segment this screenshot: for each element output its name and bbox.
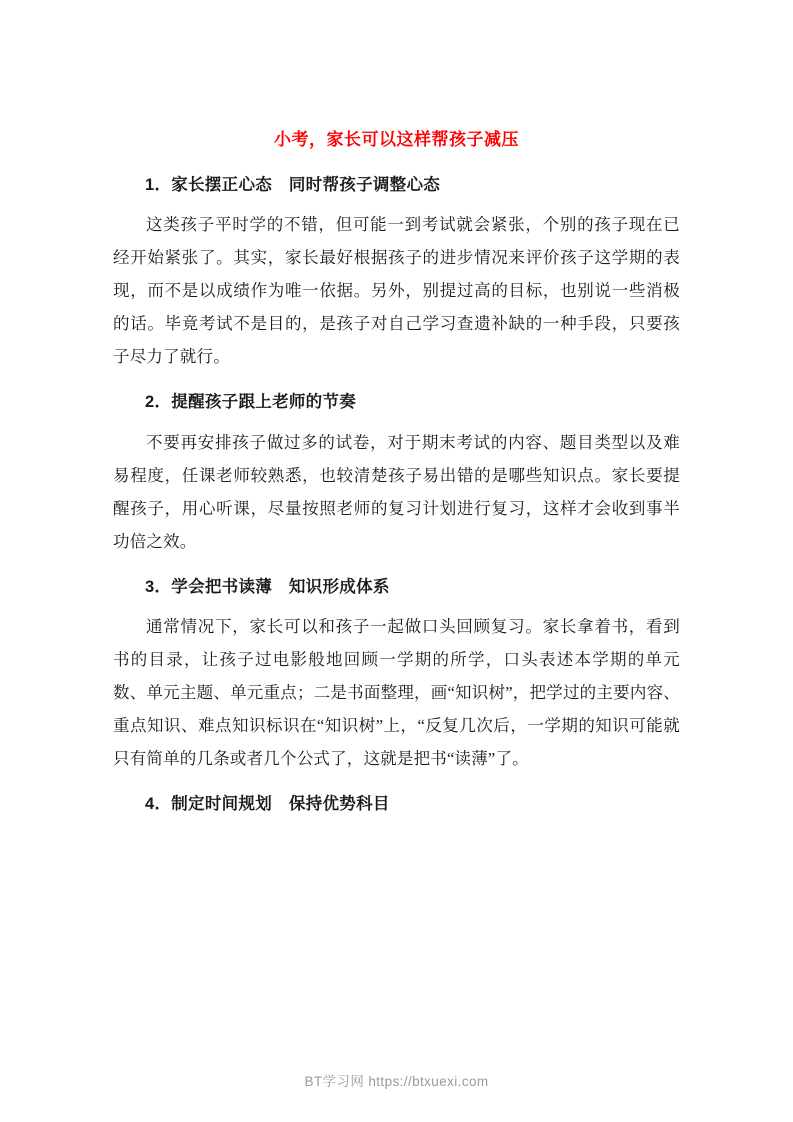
document-body xyxy=(113,128,680,827)
section-paragraph-2-1: 不要再安排孩子做过多的试卷，对于期末考试的内容、题目类型以及难易程度，任课老师较熟悉，也较清楚孩子易出错的是哪些知识点。家长要提醒孩子，用心听课，尽量按照老师的复习计划进行复习，这样才会收到事半功倍之效。 xyxy=(113,432,680,551)
section-paragraph-1-1: 这类孩子平时学的不错，但可能一到考试就会紧张，个别的孩子现在已经开始紧张了。其实，家长最好根据孩子的进步情况来评价孩子这学期的表现，而不是以成绩作为唯一依据。另外，别提过高的目标，也别说一些消极的话。毕竟考试不是目的，是孩子对自己学习查遗补缺的一种手段，只要孩子尽力了就行。 xyxy=(113,215,680,367)
section-heading-3: 3．学会把书读薄 知识形成体系 xyxy=(145,577,390,596)
footer-watermark: BT学习网 https://btxuexi.com xyxy=(304,1074,489,1089)
section-heading-1: 1．家长摆正心态 同时帮孩子调整心态 xyxy=(145,175,441,194)
section-heading-4: 4．制定时间规划 保持优势科目 xyxy=(145,794,390,813)
section-paragraph-3-1: 通常情况下，家长可以和孩子一起做口头回顾复习。家长拿着书，看到书的目录，让孩子过电影般地回顾一学期的所学，口头表述本学期的单元数、单元主题、单元重点；二是书面整理，画“知识树”，把学过的主要内容、重点知识、难点知识标识在“知识树”上，“反复几次后，一学期的知识可能就只有简单的几条或者几个公式了，这就是把书“读薄”了。 xyxy=(113,616,680,768)
page-title: 小考，家长可以这样帮孩子减压 xyxy=(274,130,519,149)
section-heading-2: 2．提醒孩子跟上老师的节奏 xyxy=(145,393,357,412)
